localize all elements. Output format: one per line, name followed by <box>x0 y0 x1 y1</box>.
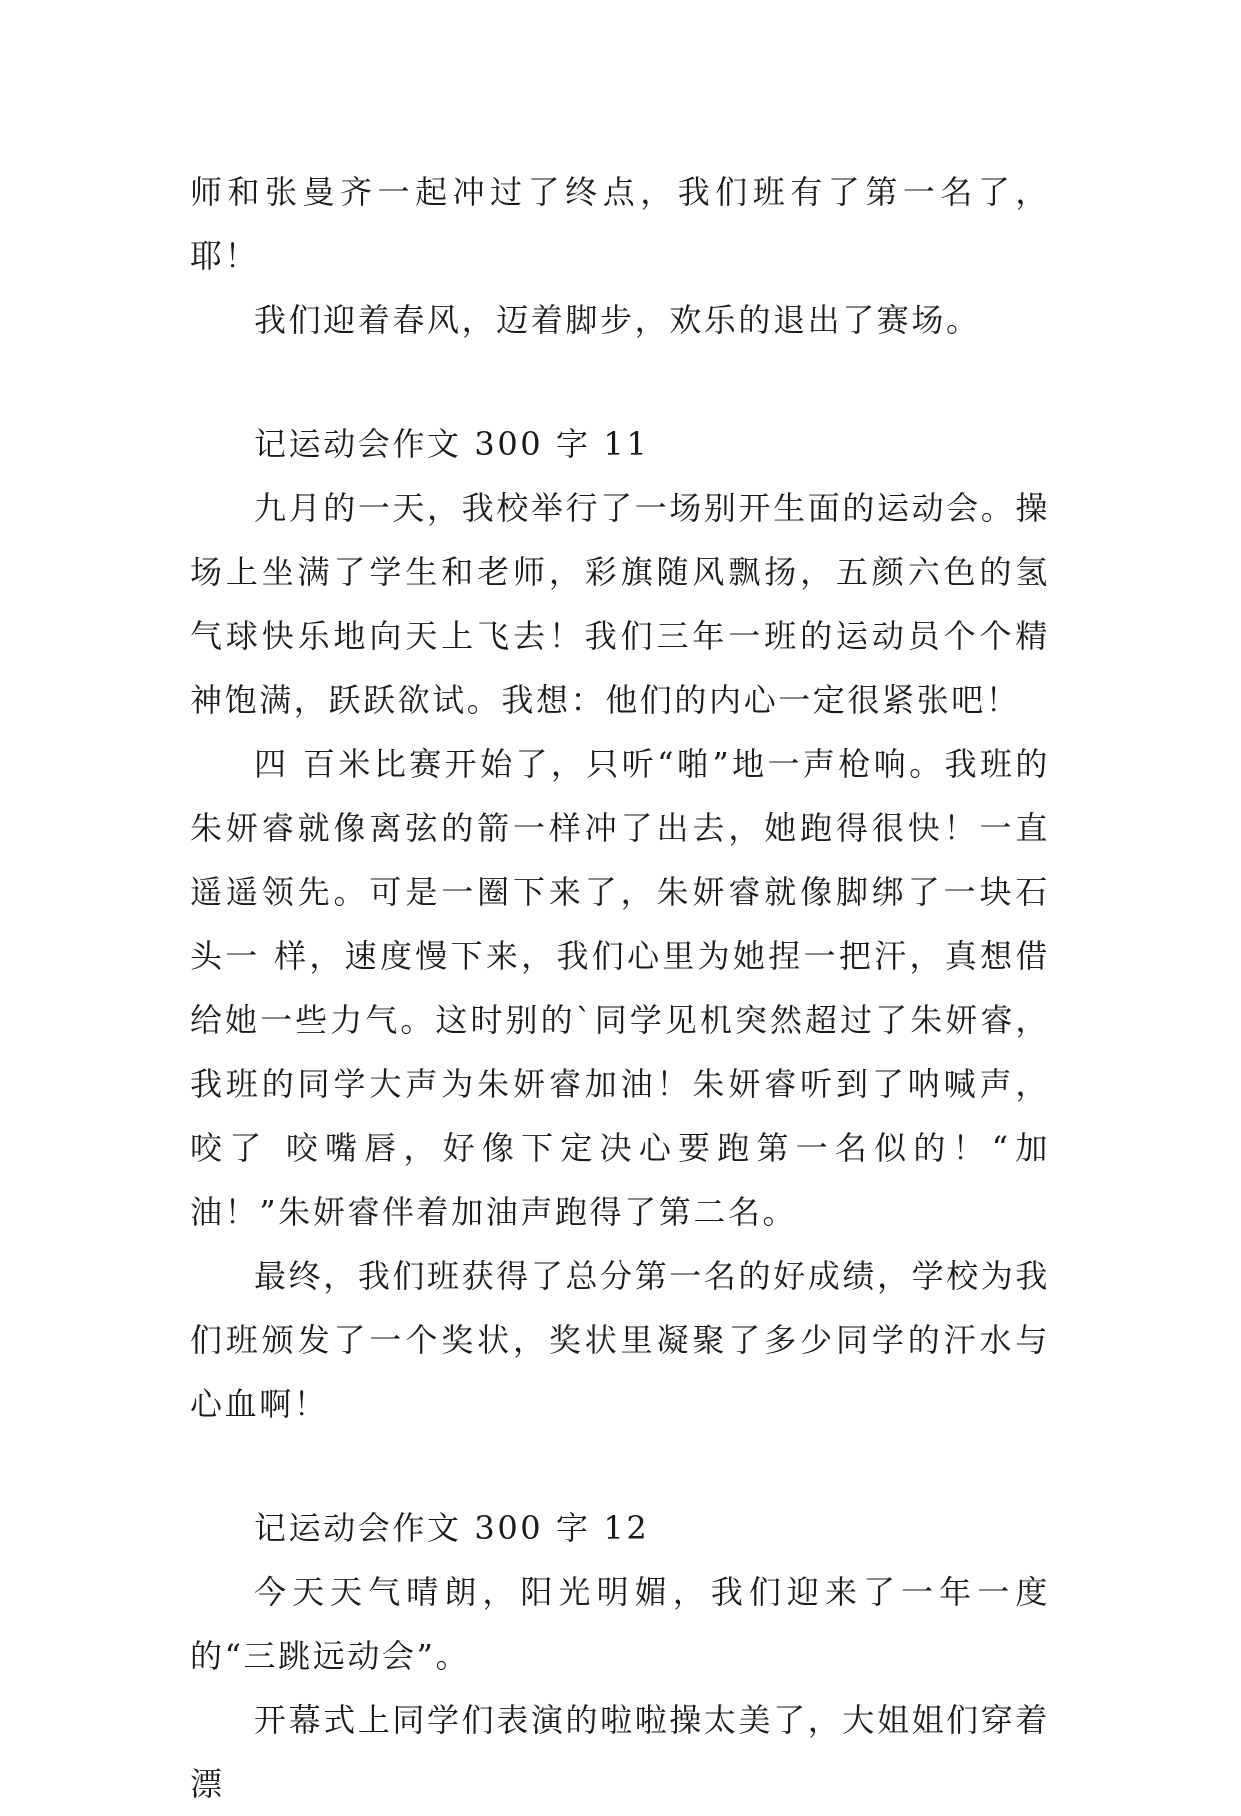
paragraph: 九月的一天，我校举行了一场别开生面的运动会。操场上坐满了学生和老师，彩旗随风飘扬，五颜六色的氢气球快乐地向天上飞去！我们三年一班的运动员个个精神饱满，跃跃欲试。我想：他们的内心一定很紧张吧！ <box>190 489 1050 719</box>
essay-title: 记运动会作文 300 字 12 <box>254 1509 650 1547</box>
paragraph: 我们迎着春风，迈着脚步，欢乐的退出了赛场。 <box>254 301 981 339</box>
essay-title: 记运动会作文 300 字 11 <box>254 425 650 463</box>
paragraph: 四 百米比赛开始了，只听“啪”地一声枪响。我班的朱妍睿就像离弦的箭一样冲了出去，她跑得很快！一直遥遥领先。可是一圈下来了，朱妍睿就像脚绑了一块石头一 样，速度慢下来，我们心里为她捏一把汗，真想借给她一些力气。这时别的`同学见机突然超过了朱妍睿，我班的同学大声为朱妍睿加油！朱妍睿听到了呐喊声，咬了 咬嘴唇，好像下定决心要跑第一名似的！“加油！”朱妍睿伴着加油声跑得了第二名。 <box>190 745 1050 1231</box>
paragraph: 最终，我们班获得了总分第一名的好成绩，学校为我们班颁发了一个奖状，奖状里凝聚了多少同学的汗水与心血啊！ <box>190 1257 1050 1423</box>
paragraph: 师和张曼齐一起冲过了终点，我们班有了第一名了，耶！ <box>190 173 1050 275</box>
paragraph: 开幕式上同学们表演的啦啦操太美了，大姐姐们穿着漂 <box>190 1701 1050 1803</box>
document-body <box>190 160 1050 1816</box>
paragraph: 今天天气晴朗，阳光明媚，我们迎来了一年一度的“三跳远动会”。 <box>190 1573 1050 1675</box>
